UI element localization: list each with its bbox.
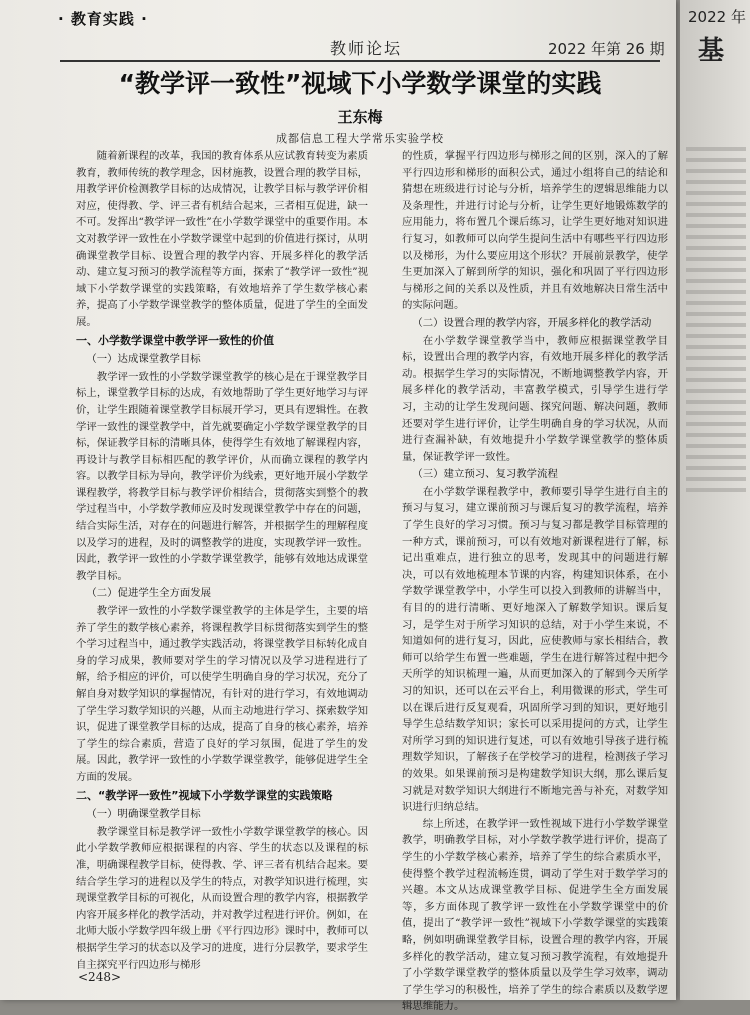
paragraph: 综上所述，在教学评一致性视域下进行小学数学课堂教学，明确教学目标，对小学数学教学进行评价，提高了学生的小学数学核心素养，培养了学生的综合素质水平，使得整个教学过程流畅连贯，调动了学生对于数学学习的兴趣。本文从达成课堂教学目标、促进学生全方面发展等，多方面体现了教学评一致性在小学数学课堂中的价值，提出了“教学评一致性”视域下小学数学课堂的实践策略，例如明确课堂教学目标，设置合理的教学内容，开展多样化的教学活动，建立复习预习教学流程，有效地提升了小学数学课堂教学的整体质量以及学生学习效率，调动了学生学习的积极性，培养了学生的综合素质以及数学逻辑思维能力。	[402, 817, 668, 1013]
page-number: <248>	[78, 970, 122, 984]
author-affiliation: 成都信息工程大学常乐实验学校	[276, 132, 444, 145]
section-heading: 一、小学数学课堂中教学评一致性的价值	[76, 333, 274, 347]
header-rule	[60, 60, 660, 62]
right-column	[402, 148, 668, 1015]
column-tag: · 教育实践 ·	[58, 10, 148, 28]
issue-number: 2022 年第 26 期	[548, 40, 665, 58]
subsection-heading: （一）明确课堂教学目标	[86, 808, 201, 821]
paragraph: 在小学数学课堂教学当中，教师应根据课堂教学目标，设置出合理的教学内容，有效地开展多样化的教学活动。根据学生学习的实际情况，不断地调整教学内容，开展多样化的教学活动，丰富教学模式，引导学生进行学习，主动的让学生发现问题、探究问题、解决问题，教师还要对学生进行评价，让学生明确自身的学习状况，从而进行查漏补缺，有效地提升小学数学课堂教学的整体质量，保证教学评一致性。	[402, 334, 668, 463]
article-title: “教学评一致性”视域下小学数学课堂的实践	[118, 69, 602, 98]
journal-name: 教师论坛	[330, 39, 403, 58]
adjacent-page-heading: 基	[698, 36, 725, 66]
adjacent-page-text-lines	[686, 140, 746, 499]
subsection-heading: （一）达成课堂教学目标	[86, 353, 201, 366]
left-column	[76, 148, 368, 973]
paragraph: 在小学数学课程教学中，教师要引导学生进行自主的预习与复习，建立课前预习与课后复习的教学流程，培养了学生良好的学习习惯。预习与复习都是教学目标管理的一种方式，课前预习，可以有效地对新课程进行了解，标记出重难点，进行独立的思考，发现其中的问题进行解决，可以有效地梳理本节课的内容，构建知识体系，在小学数学课堂教学中，小学生可以投入到教师的讲解当中，有目的的进行清晰、更好地深入了解数学知识。课后复习，是学生对于所学习知识的总结，对于小学生来说，不知道如何的进行复习，因此，应使教师与家长相结合，教师可以给学生布置一些难题，学生在进行解答过程中把今天所学的知识梳理一遍，从而更加深入的了解到今天所学习的知识，还可以在云平台上，利用微课的形式，学生可以在课后进行反复观看，巩固所学习到的知识，更好地引导学生总结数学知识；家长可以采用提问的方式，让学生对所学习到的知识进行复述，可以有效地引导孩子进行梳理数学知识，了解孩子在学校学习的进程，检测孩子学习的效果。如果课前预习是构建数学知识大纲，那么课后复习就是对数学知识大纲进行不断地完善与补充，对数学知识进行归纳总结。	[402, 485, 668, 814]
adjacent-page-year: 2022 年	[688, 8, 746, 26]
paragraph: 随着新课程的改革，我国的教育体系从应试教育转变为素质教育，教师传统的教学理念，因材施教，设置合理的教学目标，用教学评价检测教学目标的达成情况，让教学目标与教学评价相对应，使得教、学、评三者有机结合起来，三者相互促进，缺一不可。发挥出“教学评一致性”在小学数学课堂中的重要作用。本文对教学评一致性在小学数学课堂中起到的价值进行探讨，从明确课堂教学目标、设置合理的教学内容、开展多样化的教学活动、建立复习预习的教学流程等方面，探索了“教学评一致性”视域下小学数学课堂的实践策略，有效地培养了学生数学核心素养，提高了小学数学课堂教学的整体质量，促进了学生的全面发展。	[76, 150, 368, 328]
subsection-heading: （二）促进学生全方面发展	[86, 587, 212, 600]
subsection-heading: （二）设置合理的教学内容，开展多样化的教学活动	[412, 316, 652, 329]
paragraph: 教学评一致性的小学数学课堂教学的核心是在于课堂教学目标上，课堂教学目标的达成，有效地帮助了学生更好地学习与评价，让学生跟随着课堂教学目标展开学习，更具有逻辑性。在教学评一致性的课堂教学中，首先就要确定小学数学课堂教学的目标，保证教学目标的清晰具体，使得学生有效地了解课程内容，再设计与教学目标相匹配的教学评价，从而确立课程的教学内容。以教学目标为导向，教学评价为线索，更好地开展小学数学课程教学，将教学目标与教学评价相结合，贯彻落实到整个的教学过程当中，小学数学教师应及时发现课堂教学中存在的问题，结合实际生活，对存在的问题进行解答，并根据学生的理解程度以及学习的进程，及时的调整教学的进度，实现教学评一致性。因此，教学评一致性的小学数学课堂教学，能够有效地达成课堂教学目标。	[76, 370, 368, 582]
subsection-heading: （三）建立预习、复习教学流程	[412, 468, 558, 481]
paragraph: 教学课堂目标是教学评一致性小学数学课堂教学的核心。因此小学数学教师应根据课程的内容、学生的状态以及课程的标准，明确课程教学目标，使得教、学、评三者有机结合起来。要结合学生学习的进程以及学生的特点，对教学知识进行梳理，实现课堂教学目标的可视化，从而设置合理的教学内容，根据教学内容开展多样化的教学活动，并对教学过程进行评价。例如，在北师大版小学数学四年级上册《平行四边形》课时中，教师可以根据学生学习的状态以及学习的进度，进行分层教学，要求学生自主探究平行四边形与梯形	[76, 825, 368, 971]
paragraph: 的性质，掌握平行四边形与梯形之间的区别，深入的了解平行四边形和梯形的面积公式，通过小组将自己的结论和猜想在班级进行讨论与分析，培养学生的逻辑思维能力以及条理性，并进行讨论与分析，让学生更好地锻炼数学的应用能力，将布置几个课后练习，让学生更好地对知识进行复习，如教师可以向学生提问生活中有哪些平行四边形以及梯形，为什么要应用这个形状？开展前景教学，使学生更加深入了解到所学的知识，强化和巩固了平行四边形与梯形之间的关系以及性质，并且有效地解决日常生活中的实际问题。	[402, 150, 668, 312]
paragraph: 教学评一致性的小学数学课堂教学的主体是学生，主要的培养了学生的数学核心素养，将课程教学目标贯彻落实到学生的整个学习过程当中，通过教学实践活动，将课堂教学目标转化成自身的学习成果，教师要对学生的学习情况以及学习进程进行了解，给予相应的评价，可以使学生明确自身的学习状况，充分了解自身对数学知识的掌握情况，有针对的进行学习，有效地调动了学生学习数学知识的兴趣，从而主动地进行学习、探索数学知识，促进了课堂教学目标的达成，提高了自身的核心素养，培养了学生的综合素质，营造了良好的学习氛围，促进了学生的发展。因此，教学评一致性的小学数学课堂教学，能够促进学生全方面的发展。	[76, 605, 368, 783]
section-heading: 二、“教学评一致性”视域下小学数学课堂的实践策略	[76, 788, 333, 802]
article-author: 王东梅	[337, 108, 383, 126]
adjacent-page	[680, 0, 750, 1000]
